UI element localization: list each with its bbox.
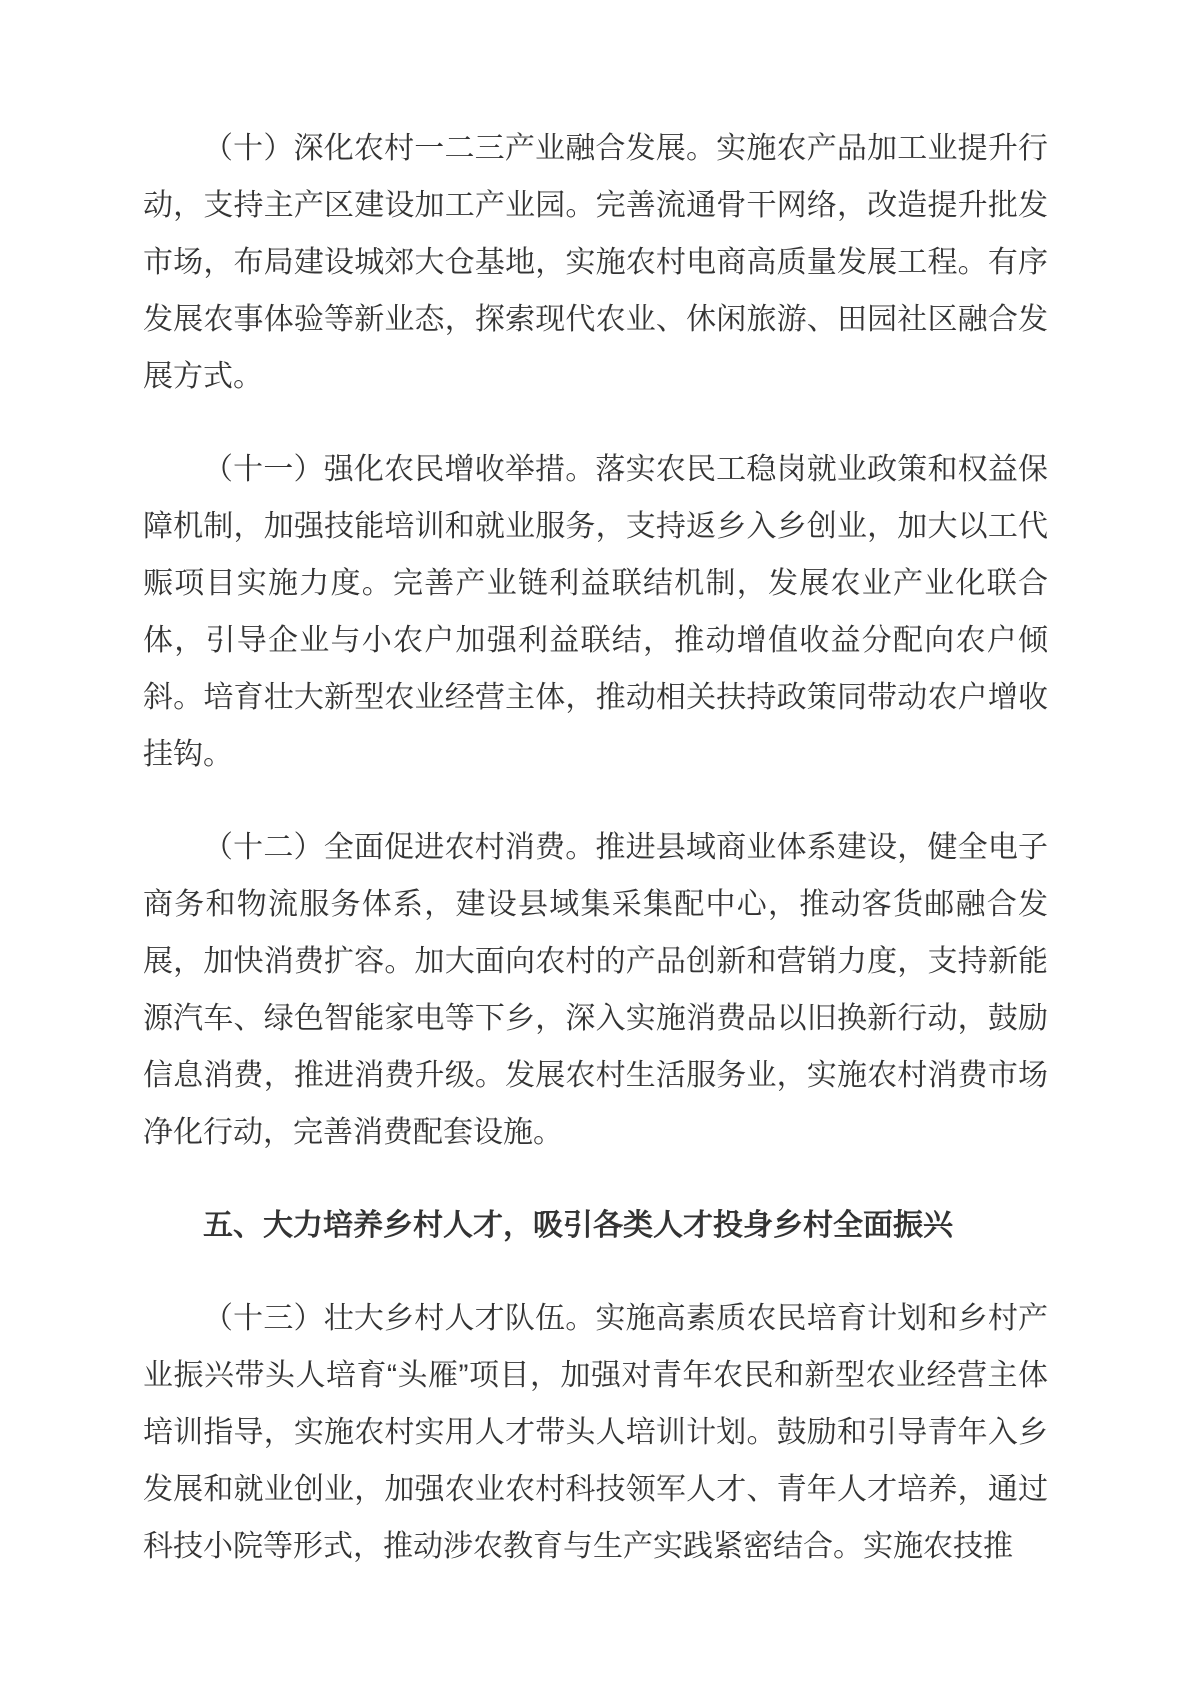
section-heading-five: 五、大力培养乡村人才，吸引各类人才投身乡村全面振兴: [203, 1209, 953, 1242]
paragraph-item-11: （十一）强化农民增收举措。落实农民工稳岗就业政策和权益保障机制，加强技能培训和就业服务，支持返乡入乡创业，加大以工代赈项目实施力度。完善产业链利益联结机制，发展农业产业化联合体，引导企业与小农户加强利益联结，推动增值收益分配向农户倾斜。培育壮大新型农业经营主体，推动相关扶持政策同带动农户增收挂钩。: [143, 453, 1048, 771]
paragraph-item-10: （十）深化农村一二三产业融合发展。实施农产品加工业提升行动，支持主产区建设加工产业园。完善流通骨干网络，改造提升批发市场，布局建设城郊大仓基地，实施农村电商高质量发展工程。有序发展农事体验等新业态，探索现代农业、休闲旅游、田园社区融合发展方式。: [143, 132, 1048, 393]
paragraph-item-13: （十三）壮大乡村人才队伍。实施高素质农民培育计划和乡村产业振兴带头人培育“头雁”项目，加强对青年农民和新型农业经营主体培训指导，实施农村实用人才带头人培训计划。鼓励和引导青年入乡发展和就业创业，加强农业农村科技领军人才、青年人才培养，通过科技小院等形式，推动涉农教育与生产实践紧密结合。实施农技推: [143, 1302, 1048, 1563]
paragraph-item-12: （十二）全面促进农村消费。推进县域商业体系建设，健全电子商务和物流服务体系，建设县域集采集配中心，推动客货邮融合发展，加快消费扩容。加大面向农村的产品创新和营销力度，支持新能源汽车、绿色智能家电等下乡，深入实施消费品以旧换新行动，鼓励信息消费，推进消费升级。发展农村生活服务业，实施农村消费市场净化行动，完善消费配套设施。: [143, 831, 1048, 1149]
